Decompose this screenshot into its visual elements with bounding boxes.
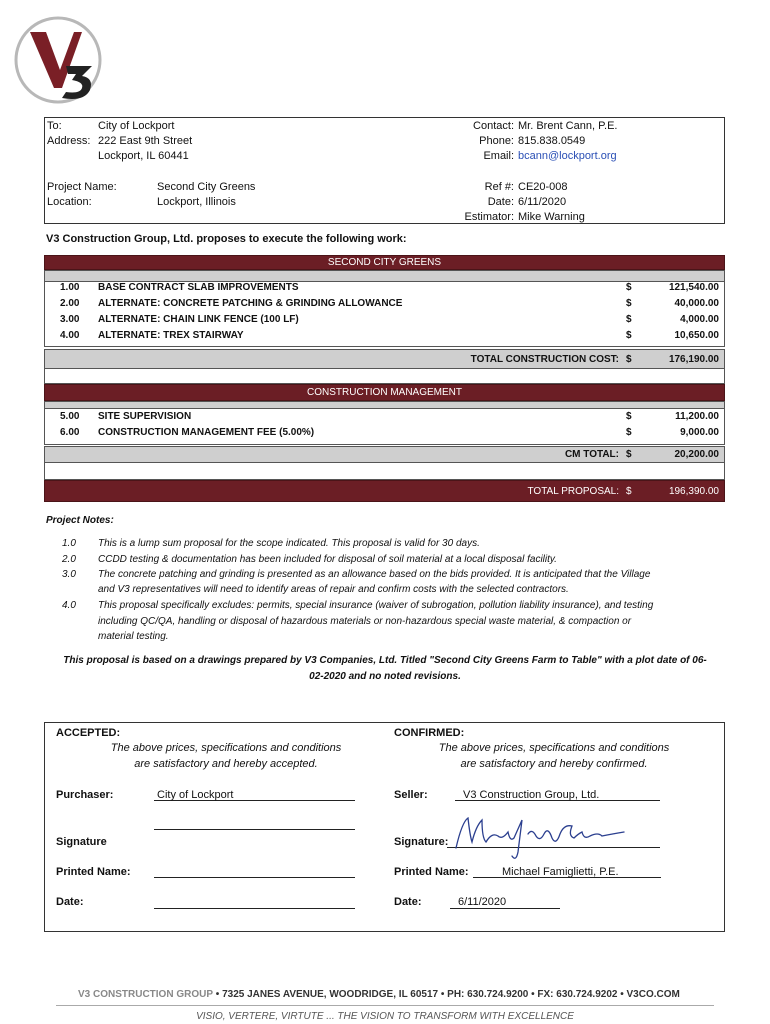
- date-value-right: 6/11/2020: [458, 896, 507, 908]
- printed-name-label-right: Printed Name:: [394, 866, 469, 878]
- item-no: 1.00: [60, 282, 80, 293]
- subtotal-currency: $: [626, 449, 632, 460]
- section-title-bar: SECOND CITY GREENS: [44, 255, 725, 270]
- contact-value: Mr. Brent Cann, P.E.: [518, 120, 618, 132]
- footer-tagline: VISIO, VERTERE, VIRTUTE ... THE VISION TO TRANSFORM WITH EXCELLENCE: [196, 1011, 574, 1022]
- printed-name-label-left: Printed Name:: [56, 866, 131, 878]
- contact-label: Contact:: [473, 120, 514, 132]
- item-amount: 40,000.00: [674, 298, 719, 309]
- item-amount: 121,540.00: [668, 282, 719, 293]
- intro-text: V3 Construction Group, Ltd. proposes to execute the following work:: [46, 233, 407, 245]
- estimator-value: Mike Warning: [518, 211, 585, 223]
- location-label: Location:: [47, 196, 92, 208]
- note-text: including QC/QA, handling or disposal of hazardous materials or non-hazardous special waste material, & compaction or: [98, 616, 632, 627]
- section-spacer: [44, 369, 725, 384]
- footer-divider: [56, 1005, 714, 1006]
- item-desc: SITE SUPERVISION: [98, 411, 192, 422]
- subtotal-band: [44, 446, 725, 463]
- item-no: 5.00: [60, 411, 80, 422]
- footer-address: 7325 JANES AVENUE, WOODRIDGE, IL 60517: [222, 989, 439, 1000]
- date-label-right: Date:: [394, 896, 422, 908]
- address-line1: 222 East 9th Street: [98, 135, 193, 147]
- proposal-total-bar: [44, 480, 725, 502]
- to-value: City of Lockport: [98, 120, 175, 132]
- seller-value: V3 Construction Group, Ltd.: [463, 789, 600, 801]
- confirmed-label: CONFIRMED:: [394, 727, 465, 739]
- subtotal-currency: $: [626, 354, 632, 365]
- item-amount: 10,650.00: [674, 330, 719, 341]
- note-number: 2.0: [62, 554, 76, 565]
- proposal-total-label: TOTAL PROPOSAL:: [527, 486, 619, 497]
- subtotal-amount: 20,200.00: [674, 449, 719, 460]
- date-label: Date:: [487, 196, 514, 208]
- footer-web[interactable]: V3CO.COM: [626, 989, 680, 1000]
- date-field-left[interactable]: [154, 894, 355, 909]
- proposal-total-currency: $: [626, 486, 632, 497]
- estimator-label: Estimator:: [464, 211, 514, 223]
- v3-logo-icon: [12, 10, 104, 106]
- date-value: 6/11/2020: [518, 196, 567, 208]
- section-spacer: [44, 270, 725, 282]
- address-line2: Lockport, IL 60441: [98, 150, 189, 162]
- item-amount: 11,200.00: [675, 411, 719, 422]
- printed-name-value-right: Michael Famiglietti, P.E.: [502, 866, 619, 878]
- ref-label: Ref #:: [484, 181, 514, 193]
- notes-heading: Project Notes:: [46, 515, 114, 526]
- signature-field-left-top[interactable]: [154, 815, 355, 830]
- footer-fax: FX: 630.724.9202: [537, 989, 618, 1000]
- item-currency: $: [626, 314, 632, 325]
- accepted-text-line1: The above prices, specifications and conditions: [110, 742, 342, 754]
- phone-label: Phone:: [479, 135, 514, 147]
- signature-label-left: Signature: [56, 836, 107, 848]
- item-desc: ALTERNATE: TREX STAIRWAY: [98, 330, 244, 341]
- item-currency: $: [626, 282, 632, 293]
- proposal-total-amount: 196,390.00: [668, 486, 719, 497]
- note-text: and V3 representatives will need to identify areas of repair and confirm costs with the selected contractors.: [98, 584, 569, 595]
- subtotal-band: [44, 349, 725, 369]
- accepted-text-line2: are satisfactory and hereby accepted.: [134, 758, 318, 770]
- header-box: [44, 117, 725, 224]
- ref-value: CE20-008: [518, 181, 568, 193]
- item-no: 6.00: [60, 427, 80, 438]
- note-text: This is a lump sum proposal for the scope indicated. This proposal is valid for 30 days.: [98, 538, 480, 549]
- section-title-bar: CONSTRUCTION MANAGEMENT: [44, 384, 725, 401]
- email-link[interactable]: bcann@lockport.org: [518, 150, 617, 162]
- address-label: Address:: [47, 135, 91, 147]
- confirmed-text-line1: The above prices, specifications and conditions: [438, 742, 670, 754]
- email-label: Email:: [483, 150, 514, 162]
- printed-name-field-left[interactable]: [154, 863, 355, 878]
- section-spacer: [44, 463, 725, 480]
- date-label-left: Date:: [56, 896, 84, 908]
- to-label: To:: [47, 120, 62, 132]
- phone-value: 815.838.0549: [518, 135, 586, 147]
- item-no: 2.00: [60, 298, 80, 309]
- accepted-label: ACCEPTED:: [56, 727, 121, 739]
- note-text: This proposal specifically excludes: permits, special insurance (waiver of subrogation, pollution liability insurance), and testing: [98, 600, 654, 611]
- purchaser-label: Purchaser:: [56, 789, 114, 801]
- item-amount: 4,000.00: [680, 314, 719, 325]
- seller-label: Seller:: [394, 789, 428, 801]
- basis-text-line1: This proposal is based on a drawings prepared by V3 Companies, Ltd. Titled "Second City Greens Farm to Table" with a plot date of 06-: [63, 655, 707, 666]
- company-logo: [12, 10, 104, 106]
- note-number: 4.0: [62, 600, 76, 611]
- item-currency: $: [626, 427, 632, 438]
- note-text: material testing.: [98, 631, 169, 642]
- purchaser-value: City of Lockport: [157, 789, 234, 801]
- note-number: 3.0: [62, 569, 76, 580]
- item-desc: ALTERNATE: CONCRETE PATCHING & GRINDING ALLOWANCE: [98, 298, 403, 309]
- item-currency: $: [626, 411, 632, 422]
- footer-phone: PH: 630.724.9200: [447, 989, 529, 1000]
- section-spacer: [44, 401, 725, 409]
- item-currency: $: [626, 298, 632, 309]
- item-desc: BASE CONTRACT SLAB IMPROVEMENTS: [98, 282, 299, 293]
- footer-company: V3 CONSTRUCTION GROUP: [78, 989, 214, 1000]
- item-currency: $: [626, 330, 632, 341]
- subtotal-label: CM TOTAL:: [564, 449, 619, 460]
- note-text: The concrete patching and grinding is presented as an allowance based on the bids provided. It is anticipated that the Village: [98, 569, 651, 580]
- note-text: CCDD testing & documentation has been included for disposal of soil material at a local disposal facility.: [98, 554, 557, 565]
- item-amount: 9,000.00: [680, 427, 719, 438]
- confirmed-text-line2: are satisfactory and hereby confirmed.: [460, 758, 648, 770]
- note-number: 1.0: [62, 538, 76, 549]
- signature-label-right: Signature:: [394, 836, 449, 848]
- item-desc: CONSTRUCTION MANAGEMENT FEE (5.00%): [98, 427, 315, 438]
- subtotal-label: TOTAL CONSTRUCTION COST:: [470, 354, 619, 365]
- item-desc: ALTERNATE: CHAIN LINK FENCE (100 LF): [98, 314, 299, 325]
- subtotal-amount: 176,190.00: [668, 354, 719, 365]
- location-value: Lockport, Illinois: [157, 196, 236, 208]
- project-name-value: Second City Greens: [157, 181, 256, 193]
- footer-contact-line: V3 CONSTRUCTION GROUP • 7325 JANES AVENUE, WOODRIDGE, IL 60517 • PH: 630.724.9200 • FX: 630.724.9202 • V3CO.COM: [78, 989, 680, 1000]
- handwritten-signature-icon: [452, 812, 628, 864]
- item-no: 3.00: [60, 314, 80, 325]
- project-name-label: Project Name:: [47, 181, 117, 193]
- item-no: 4.00: [60, 330, 80, 341]
- basis-text-line2: 02-2020 and no noted revisions.: [309, 671, 461, 682]
